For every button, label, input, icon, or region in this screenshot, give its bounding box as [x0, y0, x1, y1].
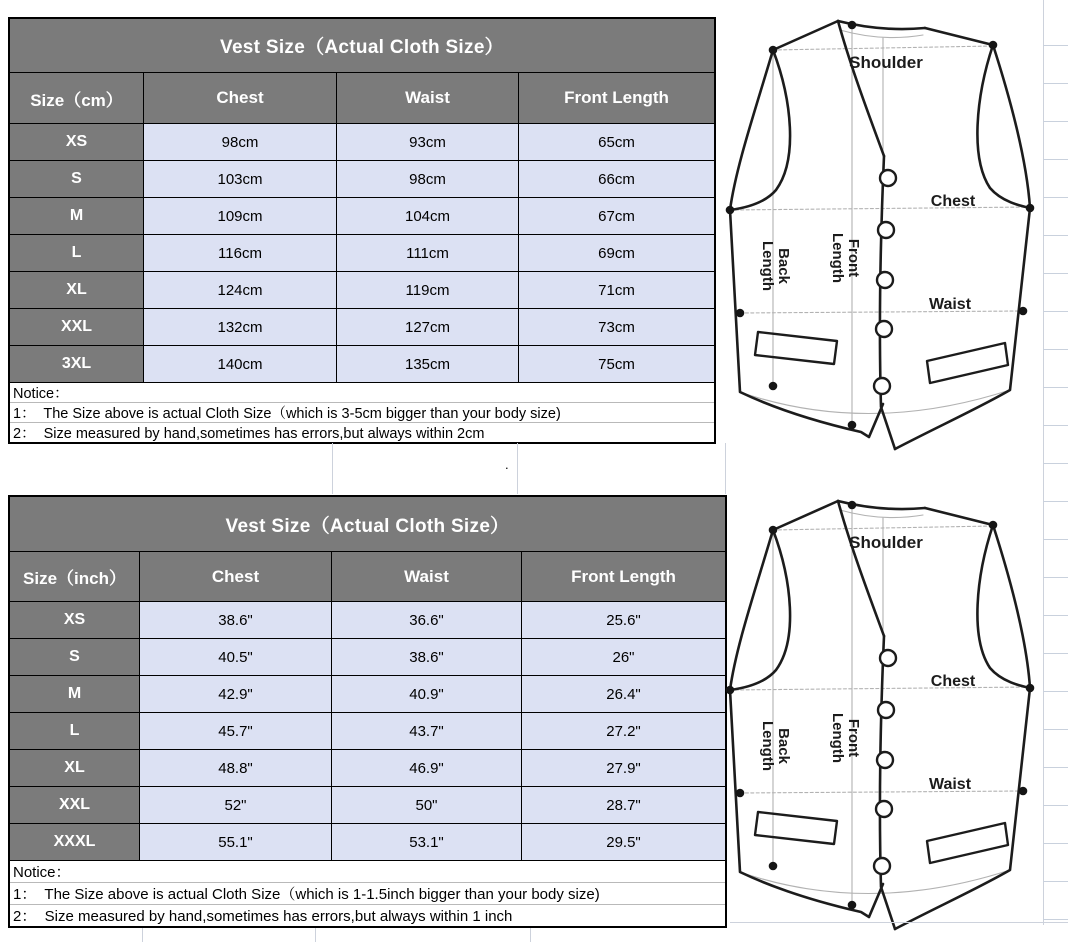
chest-measure-line	[730, 207, 1030, 210]
front-length-label	[815, 708, 875, 768]
front-length-value: 25.6"	[522, 602, 725, 638]
right-armhole	[977, 45, 1030, 208]
spreadsheet-gridline	[725, 443, 726, 494]
chest-value: 42.9"	[140, 676, 331, 712]
chest-label: Chest	[930, 673, 976, 690]
back-length-word1: Back	[775, 728, 792, 764]
vest-measurement-diagram-inch	[718, 488, 1068, 933]
back-length-word2: Length	[759, 721, 776, 771]
size-label: XXL	[10, 309, 143, 345]
shoulder-label: Shoulder	[849, 53, 923, 72]
front-length-word2: Length	[829, 713, 846, 763]
right-pocket	[927, 343, 1008, 383]
waist-measure-line	[740, 311, 1023, 313]
left-pocket	[755, 332, 837, 364]
spreadsheet-row-ticks	[1043, 8, 1068, 925]
chest-value: 124cm	[144, 272, 336, 308]
size-label: S	[10, 639, 139, 675]
spreadsheet-gridline	[315, 928, 316, 942]
size-label: M	[10, 676, 139, 712]
front-length-word1: Front	[845, 238, 862, 278]
left-side-edge	[730, 50, 773, 210]
left-shoulder-seam	[773, 21, 838, 50]
waist-value: 111cm	[337, 235, 518, 271]
right-shoulder-seam	[925, 28, 993, 45]
waist-value: 127cm	[337, 309, 518, 345]
notice-line-1: 1： The Size above is actual Cloth Size（which is 3-5cm bigger than your body size)	[10, 402, 714, 422]
size-label: XS	[10, 602, 139, 638]
front-length-value: 73cm	[519, 309, 714, 345]
size-label: XXXL	[10, 824, 139, 860]
notice-heading: Notice：	[13, 864, 71, 881]
waist-value: 104cm	[337, 198, 518, 234]
inch-notice	[10, 860, 725, 926]
front-length-value: 29.5"	[522, 824, 725, 860]
size-label: M	[10, 198, 143, 234]
front-length-value: 27.2"	[522, 713, 725, 749]
inch-header-front-length: Front Length	[522, 552, 725, 601]
front-length-label	[815, 228, 875, 288]
chest-value: 48.8"	[140, 750, 331, 786]
inch-size-table	[8, 495, 727, 928]
spreadsheet-gridline	[142, 928, 143, 942]
back-length-word2: Length	[759, 241, 776, 291]
cm-header-front-length: Front Length	[519, 73, 714, 123]
back-length-label	[745, 236, 805, 296]
front-length-value: 67cm	[519, 198, 714, 234]
front-length-word1: Front	[845, 718, 862, 758]
size-label: XL	[10, 750, 139, 786]
waist-value: 50"	[332, 787, 521, 823]
spreadsheet-gridline	[530, 928, 531, 942]
notice-line-2: 2： Size measured by hand,sometimes has errors,but always within 2cm	[10, 422, 714, 442]
cm-header-size: Size（cm）	[10, 73, 143, 123]
button-icon	[878, 222, 894, 238]
vest-drawing	[718, 8, 1068, 453]
waist-label: Waist	[928, 296, 972, 313]
cm-header-waist: Waist	[337, 73, 518, 123]
front-length-word2: Length	[829, 233, 846, 283]
chest-value: 98cm	[144, 124, 336, 160]
buttons	[874, 170, 896, 394]
front-length-value: 26.4"	[522, 676, 725, 712]
waist-value: 93cm	[337, 124, 518, 160]
cm-table-title: Vest Size（Actual Cloth Size）	[10, 19, 714, 72]
inch-header-chest: Chest	[140, 552, 331, 601]
chest-value: 38.6"	[140, 602, 331, 638]
front-length-value: 27.9"	[522, 750, 725, 786]
inch-header-waist: Waist	[332, 552, 521, 601]
back-length-label	[745, 716, 805, 776]
waist-value: 36.6"	[332, 602, 521, 638]
waist-value: 46.9"	[332, 750, 521, 786]
shoulder-label: Shoulder	[849, 533, 923, 552]
waist-value: 119cm	[337, 272, 518, 308]
back-length-word1: Back	[775, 248, 792, 284]
spreadsheet-gridline	[332, 443, 333, 494]
front-length-value: 65cm	[519, 124, 714, 160]
front-length-value: 66cm	[519, 161, 714, 197]
size-label: L	[10, 713, 139, 749]
cm-notice	[10, 382, 714, 442]
waist-value: 98cm	[337, 161, 518, 197]
front-length-value: 75cm	[519, 346, 714, 382]
vest-measurement-diagram-cm	[718, 8, 1068, 453]
chest-value: 116cm	[144, 235, 336, 271]
chest-value: 40.5"	[140, 639, 331, 675]
front-length-value: 71cm	[519, 272, 714, 308]
chest-value: 55.1"	[140, 824, 331, 860]
chest-value: 103cm	[144, 161, 336, 197]
inch-table-title: Vest Size（Actual Cloth Size）	[10, 497, 725, 551]
chest-value: 52"	[140, 787, 331, 823]
notice-line-1: 1： The Size above is actual Cloth Size（which is 1-1.5inch bigger than your body size)	[10, 882, 725, 904]
chest-value: 132cm	[144, 309, 336, 345]
front-length-value: 69cm	[519, 235, 714, 271]
vest-drawing	[718, 488, 1068, 933]
size-label: XS	[10, 124, 143, 160]
waist-value: 135cm	[337, 346, 518, 382]
v-neck-edge	[838, 21, 884, 156]
waist-value: 38.6"	[332, 639, 521, 675]
spreadsheet-gridline	[517, 443, 518, 494]
waist-value: 40.9"	[332, 676, 521, 712]
right-side-edge	[993, 45, 1030, 208]
inch-header-size: Size（inch）	[10, 552, 139, 601]
stray-dot: .	[505, 457, 509, 472]
waist-value: 43.7"	[332, 713, 521, 749]
size-label: L	[10, 235, 143, 271]
notice-line-2: 2： Size measured by hand,sometimes has errors,but always within 1 inch	[10, 904, 725, 926]
size-label: S	[10, 161, 143, 197]
front-length-value: 26"	[522, 639, 725, 675]
waist-value: 53.1"	[332, 824, 521, 860]
waist-label: Waist	[928, 776, 972, 793]
size-label: XXL	[10, 787, 139, 823]
left-armhole	[730, 50, 790, 210]
chest-value: 45.7"	[140, 713, 331, 749]
button-icon	[876, 321, 892, 337]
button-icon	[874, 378, 890, 394]
spreadsheet-gridline	[730, 922, 1068, 923]
chest-value: 140cm	[144, 346, 336, 382]
notice-heading: Notice：	[13, 386, 69, 402]
cm-header-chest: Chest	[144, 73, 336, 123]
cm-size-table	[8, 17, 716, 444]
button-icon	[877, 272, 893, 288]
size-label: 3XL	[10, 346, 143, 382]
chest-value: 109cm	[144, 198, 336, 234]
chest-label: Chest	[930, 193, 976, 210]
size-label: XL	[10, 272, 143, 308]
right-panel-hem	[895, 208, 1030, 449]
button-icon	[880, 170, 896, 186]
front-length-value: 28.7"	[522, 787, 725, 823]
